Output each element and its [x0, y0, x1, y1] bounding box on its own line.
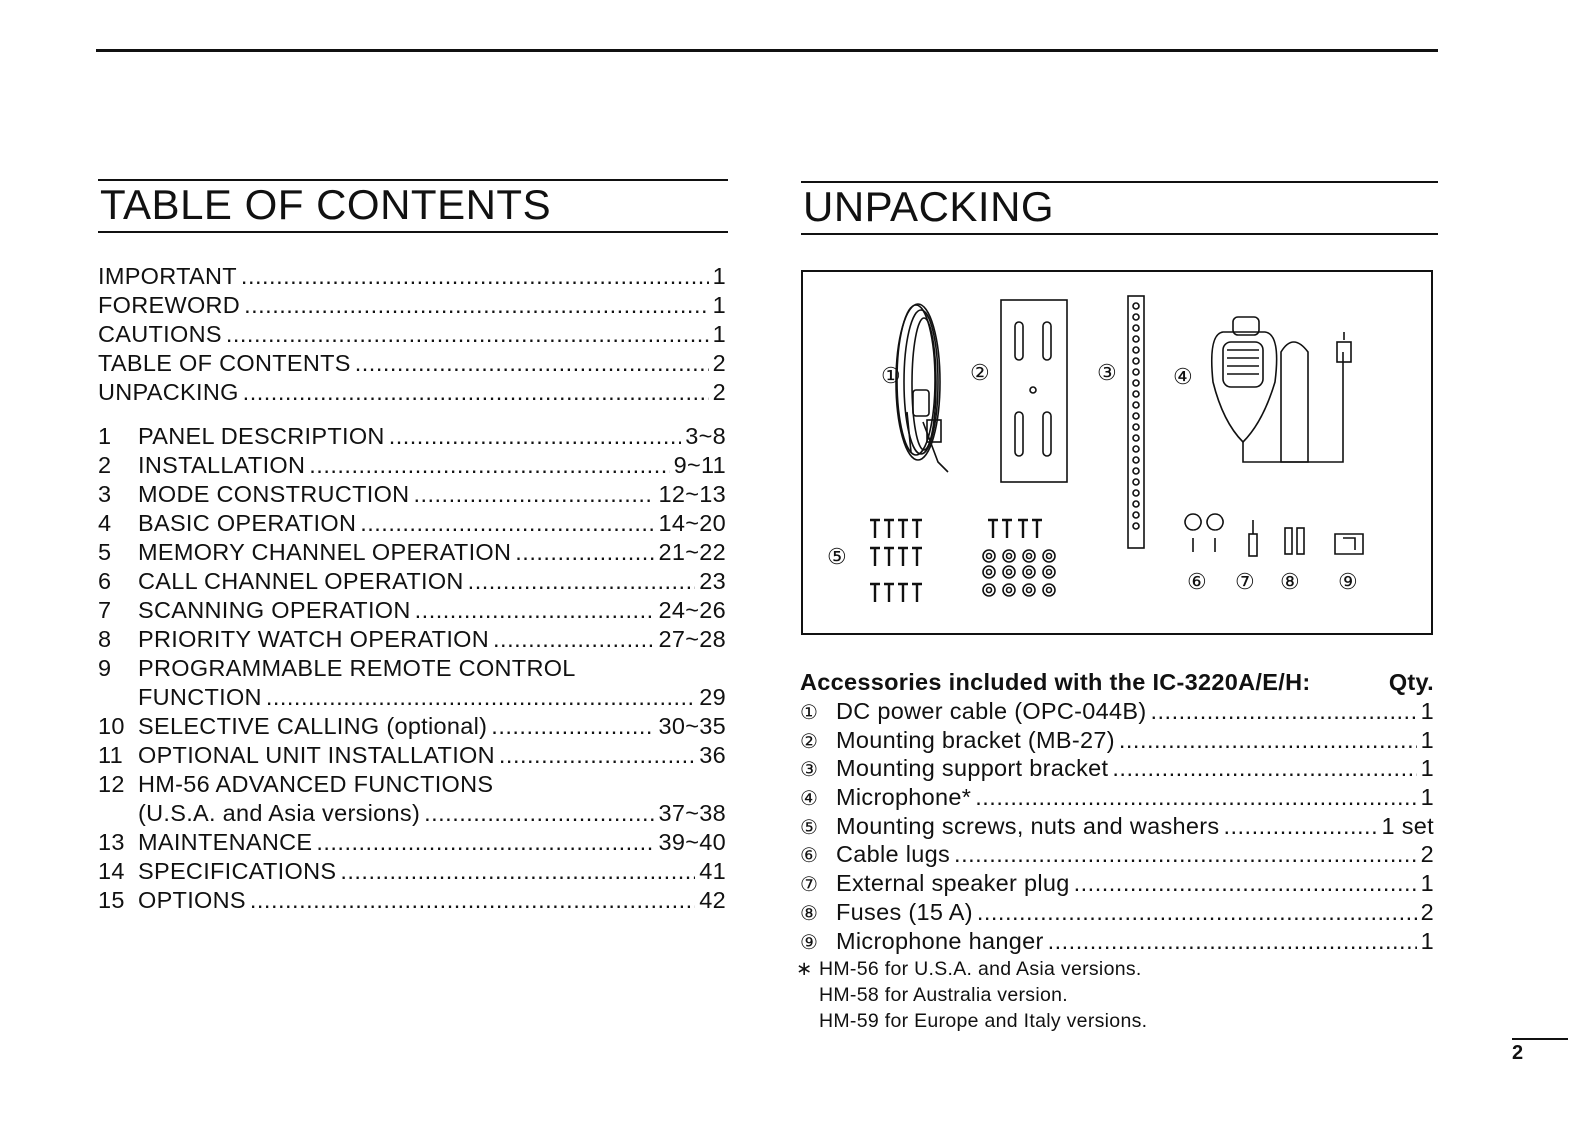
dot-leader	[316, 828, 654, 857]
note-text: HM-56 for U.S.A. and Asia versions.	[819, 958, 1142, 980]
item-marker: ⑤	[800, 816, 819, 839]
item-qty: 1	[1420, 927, 1434, 954]
toc-entry	[98, 422, 726, 451]
toc-entry	[98, 567, 726, 596]
figure-label: ④	[1173, 365, 1193, 390]
toc-entry-page: 23	[699, 568, 726, 594]
item-qty: 1	[1420, 698, 1434, 724]
toc-front-matter	[98, 262, 726, 407]
dot-leader	[415, 596, 655, 625]
dc-cable-drawing	[896, 304, 948, 472]
toc-entry-number: 2	[98, 452, 112, 478]
toc-entry-page: 1	[712, 292, 726, 318]
toc-entry	[98, 451, 726, 480]
toc-entry-label: CAUTIONS	[98, 321, 222, 347]
accessory-item	[800, 927, 1434, 956]
item-label: External speaker plug	[836, 870, 1070, 897]
note-line	[796, 982, 1147, 1008]
toc-entry-label: SELECTIVE CALLING (optional)	[138, 713, 488, 739]
dot-leader	[413, 480, 654, 509]
toc-entry-number: 15	[98, 887, 125, 913]
toc-entry-label: PROGRAMMABLE REMOTE CONTROL	[138, 655, 576, 681]
toc-entry-label: UNPACKING	[98, 379, 239, 405]
item-qty: 1 set	[1381, 812, 1434, 839]
item-qty: 1	[1420, 870, 1434, 897]
note-line	[796, 1008, 1147, 1034]
toc-entry-label: FUNCTION	[138, 684, 262, 710]
toc-entry	[98, 654, 726, 683]
accessory-item	[800, 840, 1434, 869]
figure-label: ⑧	[1280, 570, 1300, 595]
dot-leader	[389, 422, 682, 451]
item-qty: 1	[1420, 755, 1434, 782]
toc-entry-label: (U.S.A. and Asia versions)	[138, 800, 421, 826]
toc-entry	[98, 625, 726, 654]
toc-entry-label: OPTIONS	[138, 887, 246, 913]
dot-leader	[515, 538, 654, 567]
toc-entry-page: 12~13	[658, 481, 726, 507]
toc-entry-number: 3	[98, 481, 112, 507]
item-label: Mounting screws, nuts and washers	[836, 812, 1220, 839]
toc-entry-number: 13	[98, 829, 125, 855]
toc-entry-page: 1	[712, 321, 726, 347]
accessory-item	[800, 812, 1434, 841]
toc-entry-page: 24~26	[658, 597, 726, 623]
toc-entry	[98, 741, 726, 770]
figure-label: ⑤	[827, 545, 847, 570]
toc-entry-page: 42	[699, 887, 726, 913]
toc-chapters	[98, 422, 726, 915]
accessory-item	[800, 697, 1434, 726]
dot-leader	[1223, 812, 1377, 841]
item-marker: ⑨	[800, 931, 819, 954]
dot-leader	[340, 857, 695, 886]
small-parts-drawing	[1185, 514, 1363, 556]
toc-entry-label: CALL CHANNEL OPERATION	[138, 568, 464, 594]
dot-leader	[954, 840, 1417, 869]
toc-entry-page: 37~38	[658, 800, 726, 826]
mounting-bracket-drawing	[1001, 300, 1067, 482]
toc-entry	[98, 828, 726, 857]
toc-entry-number: 7	[98, 597, 112, 623]
toc-entry-page: 21~22	[658, 539, 726, 565]
toc-entry-number: 4	[98, 510, 112, 536]
microphone-drawing	[1212, 317, 1351, 462]
item-marker: ②	[800, 730, 819, 753]
toc-entry-number: 10	[98, 713, 125, 739]
toc-entry-label: BASIC OPERATION	[138, 510, 357, 536]
toc-entry	[98, 349, 726, 378]
toc-entry-page: 3~8	[685, 423, 726, 449]
toc-title: TABLE OF CONTENTS	[98, 179, 728, 233]
item-label: DC power cable (OPC-044B)	[836, 698, 1147, 724]
accessories-list	[800, 667, 1434, 955]
toc-entry-label: IMPORTANT	[98, 263, 237, 289]
toc-entry-label: HM-56 ADVANCED FUNCTIONS	[138, 771, 494, 797]
dot-leader	[241, 262, 709, 291]
toc-entry-page: 39~40	[658, 829, 726, 855]
item-qty: 2	[1420, 841, 1434, 868]
accessory-item	[800, 783, 1434, 812]
toc-entry	[98, 509, 726, 538]
dot-leader	[250, 886, 695, 915]
toc-entry	[98, 857, 726, 886]
toc-entry	[98, 480, 726, 509]
dot-leader	[1048, 927, 1417, 956]
top-rule	[96, 49, 1438, 52]
dot-leader	[493, 625, 654, 654]
item-marker: ①	[800, 702, 819, 724]
item-marker: ④	[800, 788, 819, 811]
figure-label: ①	[881, 364, 901, 389]
accessories-illustration	[801, 270, 1433, 635]
figure-label: ⑥	[1187, 570, 1207, 595]
toc-entry-page: 1	[712, 263, 726, 289]
note-marker: ∗	[796, 958, 813, 980]
figure-label: ③	[1097, 361, 1117, 386]
item-label: Mounting bracket (MB-27)	[836, 726, 1115, 753]
dot-leader	[1151, 697, 1417, 726]
toc-entry-page: 29	[699, 684, 726, 710]
toc-entry-continuation	[98, 683, 726, 712]
accessory-item	[800, 754, 1434, 783]
item-qty: 1	[1420, 784, 1434, 811]
toc-entry-label: INSTALLATION	[138, 452, 306, 478]
toc-entry	[98, 538, 726, 567]
dot-leader	[468, 567, 696, 596]
dot-leader	[975, 783, 1416, 812]
toc-entry-label: TABLE OF CONTENTS	[98, 350, 351, 376]
toc-entry-number: 1	[98, 423, 112, 449]
toc-entry-label: FOREWORD	[98, 292, 241, 318]
dot-leader	[243, 378, 709, 407]
toc-entry	[98, 596, 726, 625]
toc-entry-page: 14~20	[658, 510, 726, 536]
item-marker: ⑥	[800, 845, 819, 868]
toc-entry-label: MODE CONSTRUCTION	[138, 481, 410, 507]
toc-entry-number: 14	[98, 858, 125, 884]
qty-heading: Qty.	[1388, 669, 1434, 695]
dot-leader	[244, 291, 709, 320]
accessories-heading: Accessories included with the IC-3220A/E/H:	[800, 669, 1311, 695]
unpacking-title: UNPACKING	[801, 181, 1438, 235]
toc-entry-label: MAINTENANCE	[138, 829, 313, 855]
dot-leader	[266, 683, 695, 712]
toc-entry-continuation	[98, 799, 726, 828]
item-label: Cable lugs	[836, 841, 951, 868]
toc-entry-page: 9~11	[673, 452, 726, 478]
toc-entry-number: 9	[98, 655, 112, 681]
item-qty: 1	[1420, 726, 1434, 753]
toc-entry-label: SCANNING OPERATION	[138, 597, 411, 623]
note-text: HM-59 for Europe and Italy versions.	[819, 1010, 1148, 1032]
toc-entry-page: 36	[699, 742, 726, 768]
item-marker: ⑦	[800, 874, 819, 897]
toc-entry-number: 11	[98, 742, 123, 768]
accessory-item	[800, 898, 1434, 927]
screws-nuts-washers-drawing	[870, 520, 1055, 602]
page-number: 2	[1512, 1038, 1568, 1065]
figure-label: ②	[970, 361, 990, 386]
dot-leader	[355, 349, 709, 378]
dot-leader	[491, 712, 654, 741]
toc-entry-number: 5	[98, 539, 112, 565]
toc-entry	[98, 320, 726, 349]
accessory-item	[800, 726, 1434, 755]
toc-entry-page: 2	[712, 379, 726, 405]
toc-entry-label: PANEL DESCRIPTION	[138, 423, 385, 449]
dot-leader	[309, 451, 669, 480]
microphone-notes	[796, 956, 1147, 1034]
item-label: Microphone*	[836, 784, 972, 811]
note-text: HM-58 for Australia version.	[819, 984, 1068, 1006]
toc-entry-label: PRIORITY WATCH OPERATION	[138, 626, 490, 652]
item-label: Microphone hanger	[836, 927, 1044, 954]
dot-leader	[499, 741, 695, 770]
accessory-item	[800, 869, 1434, 898]
toc-entry-number: 6	[98, 568, 112, 594]
figure-label: ⑦	[1235, 570, 1255, 595]
toc-entry-page: 27~28	[658, 626, 726, 652]
toc-entry	[98, 770, 726, 799]
item-qty: 2	[1420, 898, 1434, 925]
toc-entry	[98, 291, 726, 320]
accessories-header	[800, 667, 1434, 697]
toc-entry	[98, 378, 726, 407]
figure-label: ⑨	[1338, 570, 1358, 595]
dot-leader	[1074, 869, 1417, 898]
item-marker: ③	[800, 759, 819, 782]
dot-leader	[360, 509, 654, 538]
item-label: Mounting support bracket	[836, 755, 1109, 782]
toc-entry-page: 41	[699, 858, 726, 884]
dot-leader	[1112, 754, 1416, 783]
dot-leader	[226, 320, 709, 349]
toc-entry-page: 2	[712, 350, 726, 376]
item-marker: ⑧	[800, 902, 819, 925]
dot-leader	[1119, 726, 1417, 755]
item-label: Fuses (15 A)	[836, 898, 973, 925]
toc-entry-label: OPTIONAL UNIT INSTALLATION	[138, 742, 495, 768]
toc-entry-label: SPECIFICATIONS	[138, 858, 337, 884]
toc-entry-label: MEMORY CHANNEL OPERATION	[138, 539, 512, 565]
support-bracket-drawing	[1128, 296, 1144, 548]
toc-entry	[98, 712, 726, 741]
toc-entry-number: 12	[98, 771, 125, 797]
toc-entry-page: 30~35	[658, 713, 726, 739]
toc-entry	[98, 886, 726, 915]
dot-leader	[424, 799, 654, 828]
dot-leader	[977, 898, 1417, 927]
toc-entry	[98, 262, 726, 291]
toc-entry-number: 8	[98, 626, 112, 652]
note-line	[796, 956, 1147, 982]
